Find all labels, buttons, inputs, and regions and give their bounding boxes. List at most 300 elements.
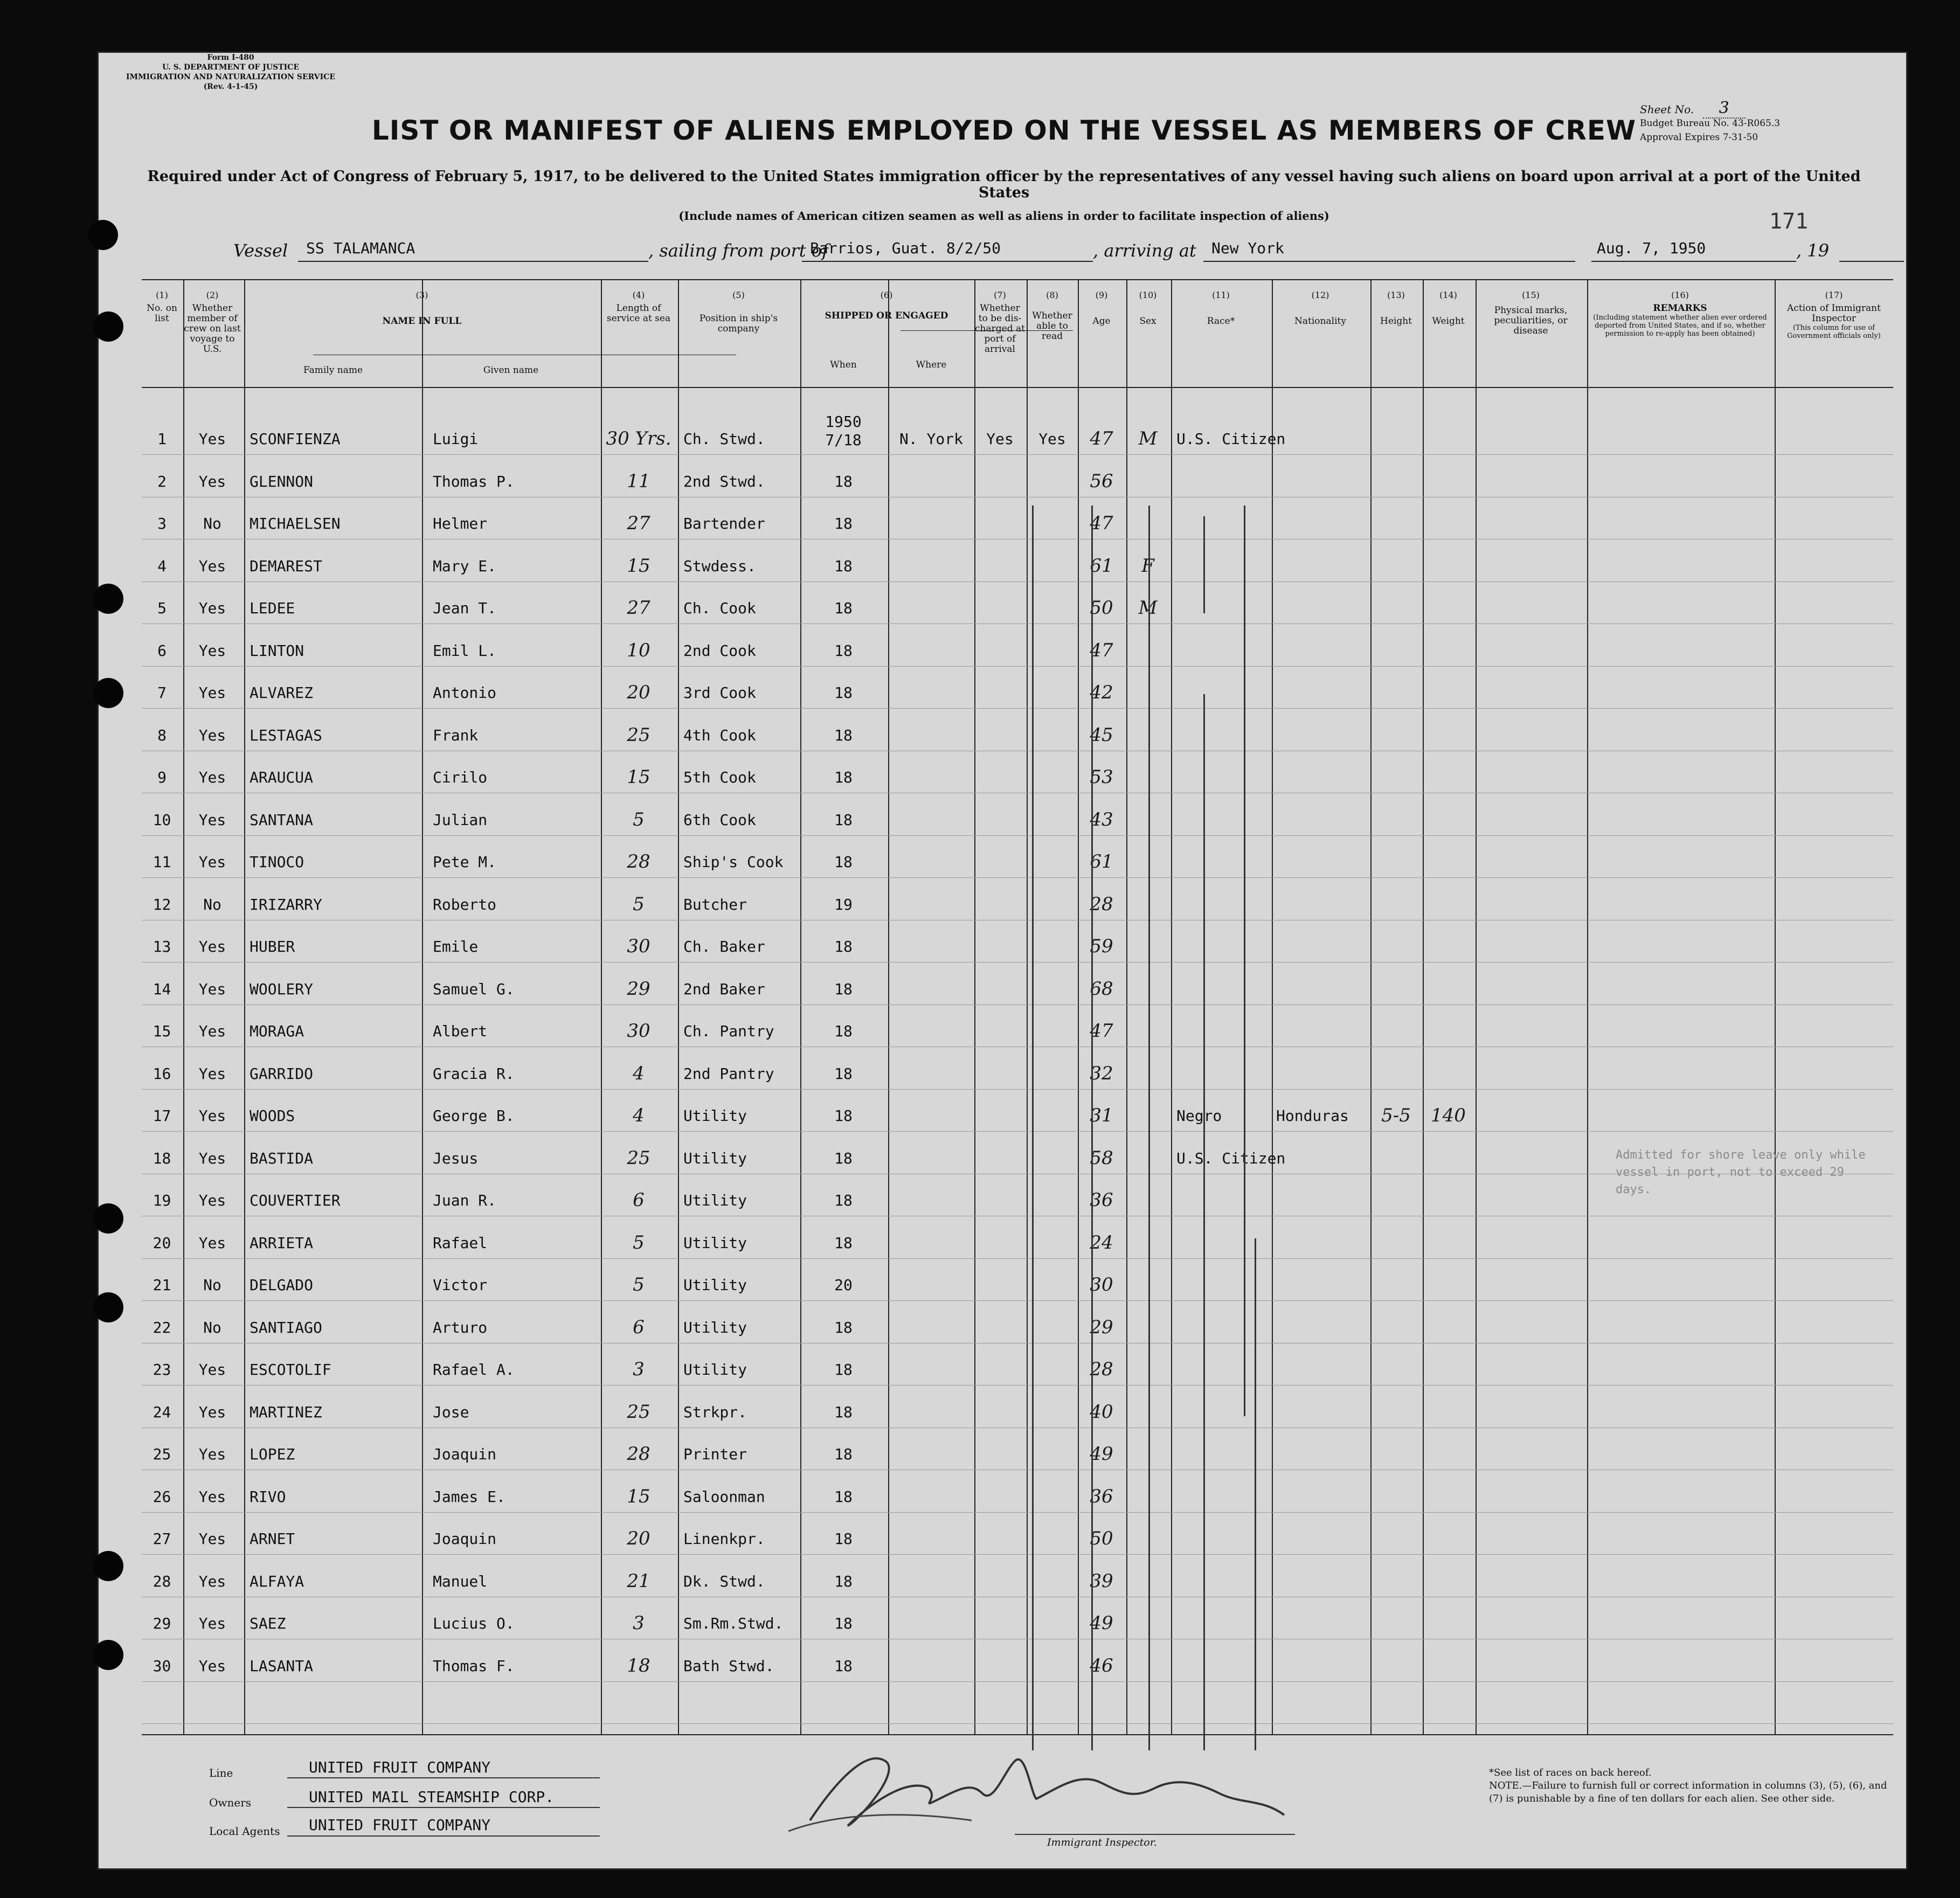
penalty-note: NOTE.—Failure to furnish full or correct information in columns (3), (5), (6), and (7) is punishable by a fine of ten dollars for each alien. See other side.	[1489, 1780, 1887, 1804]
row-service: 25	[627, 1147, 650, 1169]
row-when: 18	[834, 515, 853, 532]
row-service: 20	[627, 682, 650, 703]
row-position: 2nd Cook	[683, 642, 756, 660]
row-last-voyage: Yes	[198, 642, 226, 660]
sheet-number: 3	[1703, 99, 1746, 119]
row-when: 18	[834, 811, 853, 829]
row-when: 18	[834, 726, 853, 744]
row-service: 10	[627, 640, 650, 661]
row-family-name: SAEZ	[250, 1615, 286, 1632]
revision: (Rev. 4-1-45)	[203, 82, 258, 91]
row-given-name: Samuel G.	[433, 980, 515, 998]
row-service: 15	[627, 555, 650, 577]
row-service: 15	[627, 766, 650, 788]
row-position: Utility	[683, 1234, 747, 1252]
row-last-voyage: Yes	[198, 726, 226, 744]
row-age: 31	[1090, 1105, 1113, 1126]
row-position: Printer	[683, 1445, 747, 1463]
row-when: 18	[834, 1149, 853, 1167]
row-family-name: SANTANA	[250, 811, 314, 829]
row-position: 5th Cook	[683, 768, 756, 786]
row-given-name: Juan R.	[433, 1192, 497, 1209]
row-position: Utility	[683, 1107, 747, 1125]
remark-shore-leave: Admitted for shore leave only while vessel in port, not to exceed 29 days.	[1616, 1148, 1866, 1196]
row-when: 18	[834, 853, 853, 871]
row-number: 24	[153, 1403, 171, 1421]
header-length-service: (4) Length of service at sea	[606, 290, 671, 324]
row-family-name: LOPEZ	[250, 1445, 295, 1463]
row-family-name: LASANTA	[250, 1657, 314, 1675]
row-last-voyage: Yes	[198, 768, 226, 786]
row-given-name: Jean T.	[433, 599, 497, 617]
row-service: 28	[627, 1443, 650, 1465]
row-given-name: Mary E.	[433, 557, 497, 575]
row-when: 18	[834, 768, 853, 786]
row-service: 28	[627, 851, 650, 872]
row-nationality: Honduras	[1276, 1107, 1349, 1125]
row-given-name: Julian	[433, 811, 488, 829]
header-height: (13) Height	[1380, 290, 1412, 327]
row-age: 49	[1090, 1612, 1113, 1634]
row-service: 5	[633, 809, 645, 830]
approval-expires: Approval Expires 7-31-50	[1640, 132, 1758, 143]
row-given-name: Antonio	[433, 684, 497, 702]
row-position: Strkpr.	[683, 1403, 747, 1421]
row-when: 19	[834, 896, 853, 913]
row-last-voyage: No	[203, 1276, 221, 1294]
row-age: 39	[1090, 1570, 1113, 1592]
footer-notes	[1489, 1767, 1899, 1805]
row-race: Negro	[1176, 1107, 1222, 1125]
vessel-line	[142, 240, 1866, 267]
row-family-name: MICHAELSEN	[250, 515, 341, 532]
row-position: 2nd Stwd.	[683, 473, 765, 490]
row-family-name: LINTON	[250, 642, 304, 660]
ditto-line-discharged	[1091, 505, 1093, 1750]
row-position: 6th Cook	[683, 811, 756, 829]
row-when: 18	[834, 1657, 853, 1675]
row-when: 18	[834, 938, 853, 955]
header-remarks: (16) REMARKS (Including statement whether alien ever ordered deported from United States, and if so, whether permission to re-apply has been obtained)	[1593, 290, 1767, 338]
row-last-voyage: Yes	[198, 557, 226, 575]
row-age: 47	[1090, 1020, 1113, 1042]
row-number: 14	[153, 980, 171, 998]
stamp-number: 171	[1769, 209, 1809, 234]
row-when: 18	[834, 599, 853, 617]
row-service: 5	[633, 893, 645, 915]
row-number: 21	[153, 1276, 171, 1294]
header-name-in-full: (3) NAME IN FULL	[382, 290, 462, 327]
agents-value: UNITED FRUIT COMPANY	[309, 1816, 491, 1834]
row-service: 25	[627, 724, 650, 746]
row-given-name: Rafael A.	[433, 1361, 515, 1379]
row-family-name: MORAGA	[250, 1022, 304, 1040]
sheet-info	[1640, 101, 1888, 144]
row-given-name: Helmer	[433, 515, 488, 532]
row-last-voyage: Yes	[198, 1657, 226, 1675]
header-able-to-read: (8) Whether able to read	[1032, 290, 1072, 342]
row-number: 8	[157, 726, 167, 744]
ditto-line-where	[1032, 505, 1034, 1750]
row-given-name: Victor	[433, 1276, 488, 1294]
row-service: 3	[633, 1612, 645, 1634]
row-number: 12	[153, 896, 171, 913]
row-position: Dk. Stwd.	[683, 1573, 765, 1590]
row-last-voyage: Yes	[198, 1022, 226, 1040]
row-service: 5	[633, 1232, 645, 1253]
row-race: U.S. Citizen	[1176, 1149, 1286, 1167]
row-service: 11	[627, 470, 650, 492]
row-age: 59	[1090, 936, 1113, 957]
row-age: 32	[1090, 1063, 1113, 1084]
row-service: 25	[627, 1401, 650, 1423]
row-given-name: Jesus	[433, 1149, 479, 1167]
row-age: 30	[1090, 1274, 1113, 1296]
owners-label: Owners	[209, 1796, 252, 1809]
row-family-name: HUBER	[250, 938, 295, 955]
row-family-name: ARAUCUA	[250, 768, 314, 786]
arriving-label: , arriving at	[1093, 240, 1196, 261]
row-given-name: Frank	[433, 726, 479, 744]
row-last-voyage: Yes	[198, 473, 226, 490]
row-position: Ch. Baker	[683, 938, 765, 955]
row-when: 18	[834, 1445, 853, 1463]
row-when: 18	[834, 1615, 853, 1632]
row-service: 30	[627, 936, 650, 957]
subnote: (Include names of American citizen seamen as well as aliens in order to facilitate inspection of aliens)	[678, 209, 1329, 223]
row-given-name: Lucius O.	[433, 1615, 515, 1632]
row-last-voyage: Yes	[198, 980, 226, 998]
row-when: 18	[834, 1403, 853, 1421]
row-number: 17	[153, 1107, 171, 1125]
row-age: 58	[1090, 1147, 1113, 1169]
row-race: U.S. Citizen	[1176, 430, 1286, 448]
header-where: Where	[916, 359, 947, 370]
row-last-voyage: Yes	[198, 1573, 226, 1590]
header-last-voyage: (2) Whether member of crew on last voyage to U.S.	[184, 290, 241, 355]
row-service: 4	[633, 1105, 645, 1126]
row-number: 10	[153, 811, 171, 829]
row-given-name: Joaquin	[433, 1445, 497, 1463]
line-value: UNITED FRUIT COMPANY	[309, 1758, 491, 1776]
row-discharged: Yes	[986, 430, 1014, 448]
row-service: 6	[633, 1317, 645, 1338]
row-family-name: COUVERTIER	[250, 1192, 341, 1209]
binder-hole	[93, 1551, 123, 1581]
row-number: 1	[157, 430, 167, 448]
row-number: 23	[153, 1361, 171, 1379]
row-number: 5	[157, 599, 167, 617]
header-inspector-action: (17) Action of Immigrant Inspector (This column for use of Government officials only)	[1787, 290, 1881, 340]
binder-hole	[93, 1640, 123, 1670]
row-family-name: MARTINEZ	[250, 1403, 322, 1421]
row-family-name: SANTIAGO	[250, 1319, 322, 1336]
row-family-name: DELGADO	[250, 1276, 314, 1294]
row-number: 26	[153, 1488, 171, 1506]
row-position: Butcher	[683, 896, 747, 913]
row-last-voyage: Yes	[198, 1403, 226, 1421]
row-number: 28	[153, 1573, 171, 1590]
row-last-voyage: Yes	[198, 684, 226, 702]
row-when: 18	[834, 1361, 853, 1379]
row-position: Ch. Stwd.	[683, 430, 765, 448]
row-age: 43	[1090, 809, 1113, 830]
arrival-date: Aug. 7, 1950	[1597, 239, 1706, 257]
budget-bureau: Budget Bureau No. 43-R065.3	[1640, 118, 1781, 129]
row-when-year: 1950	[825, 413, 862, 431]
ditto-line-sex-2	[1203, 694, 1205, 1750]
row-given-name: Rafael	[433, 1234, 488, 1252]
row-given-name: Emile	[433, 938, 479, 955]
row-when: 18	[834, 642, 853, 660]
row-last-voyage: Yes	[198, 1234, 226, 1252]
row-number: 22	[153, 1319, 171, 1336]
row-last-voyage: Yes	[198, 1615, 226, 1632]
row-when: 18	[834, 1192, 853, 1209]
row-position: Bartender	[683, 515, 765, 532]
row-sex: M	[1138, 428, 1158, 449]
row-family-name: LEDEE	[250, 599, 295, 617]
header-nationality: (12) Nationality	[1294, 290, 1346, 327]
row-number: 29	[153, 1615, 171, 1632]
row-number: 15	[153, 1022, 171, 1040]
row-position: Stwdess.	[683, 557, 756, 575]
row-last-voyage: Yes	[198, 1149, 226, 1167]
row-when: 18	[834, 473, 853, 490]
row-height: 5-5	[1381, 1105, 1411, 1126]
row-position: Linenkpr.	[683, 1530, 765, 1548]
row-family-name: ALFAYA	[250, 1573, 304, 1590]
binder-hole	[93, 1203, 123, 1234]
row-age: 47	[1090, 428, 1113, 449]
row-number: 6	[157, 642, 167, 660]
crew-table	[142, 279, 1893, 1740]
row-position: Saloonman	[683, 1488, 765, 1506]
header-when: When	[830, 359, 857, 370]
row-last-voyage: Yes	[198, 1361, 226, 1379]
row-number: 13	[153, 938, 171, 955]
row-number: 30	[153, 1657, 171, 1675]
row-when: 18	[834, 1065, 853, 1083]
year-label: , 19	[1796, 240, 1830, 261]
row-age: 61	[1090, 851, 1113, 872]
row-age: 40	[1090, 1401, 1113, 1423]
row-family-name: GARRIDO	[250, 1065, 314, 1083]
sheet-label: Sheet No.	[1640, 103, 1694, 116]
row-family-name: ARRIETA	[250, 1234, 314, 1252]
row-given-name: Cirilo	[433, 768, 488, 786]
row-sex: M	[1138, 597, 1158, 619]
row-family-name: SCONFIENZA	[250, 430, 341, 448]
row-age: 49	[1090, 1443, 1113, 1465]
row-service: 30	[627, 1020, 650, 1042]
row-number: 25	[153, 1445, 171, 1463]
row-when: 18	[834, 684, 853, 702]
row-last-voyage: Yes	[198, 853, 226, 871]
row-position: Ship's Cook	[683, 853, 784, 871]
row-number: 16	[153, 1065, 171, 1083]
owners-value: UNITED MAIL STEAMSHIP CORP.	[309, 1788, 555, 1806]
sailing-label: , sailing from port of	[648, 240, 828, 261]
row-age: 36	[1090, 1486, 1113, 1507]
row-when: 18	[834, 1530, 853, 1548]
row-number: 18	[153, 1149, 171, 1167]
header-family-name: Family name	[303, 365, 363, 376]
row-number: 19	[153, 1192, 171, 1209]
page-title: LIST OR MANIFEST OF ALIENS EMPLOYED ON THE VESSEL AS MEMBERS OF CREW	[371, 115, 1637, 146]
binder-hole	[93, 311, 123, 342]
row-weight: 140	[1431, 1105, 1466, 1126]
header-no: (1) No. on list	[147, 290, 177, 324]
row-given-name: Jose	[433, 1403, 469, 1421]
row-service: 3	[633, 1359, 645, 1380]
header-given-name: Given name	[483, 365, 539, 376]
row-when: 18	[834, 1319, 853, 1336]
row-position: Utility	[683, 1361, 747, 1379]
row-age: 68	[1090, 978, 1113, 1000]
row-service: 6	[633, 1189, 645, 1211]
row-given-name: Joaquin	[433, 1530, 497, 1548]
row-position: 4th Cook	[683, 726, 756, 744]
row-family-name: DEMAREST	[250, 557, 322, 575]
row-service: 18	[627, 1655, 650, 1677]
row-given-name: Albert	[433, 1022, 488, 1040]
row-given-name: Manuel	[433, 1573, 488, 1590]
binder-hole	[93, 1292, 123, 1322]
row-given-name: Roberto	[433, 896, 497, 913]
row-family-name: ALVAREZ	[250, 684, 314, 702]
ditto-line-sex-1	[1203, 516, 1205, 613]
row-position: 2nd Baker	[683, 980, 765, 998]
row-when: 18	[834, 1022, 853, 1040]
row-number: 3	[157, 515, 167, 532]
row-able-to-read: Yes	[1038, 430, 1066, 448]
row-number: 4	[157, 557, 167, 575]
row-service: 27	[627, 597, 650, 619]
row-service: 29	[627, 978, 650, 1000]
row-position: Sm.Rm.Stwd.	[683, 1615, 784, 1632]
row-age: 42	[1090, 682, 1113, 703]
row-service: 21	[627, 1570, 650, 1592]
row-age: 47	[1090, 512, 1113, 534]
row-number: 2	[157, 473, 167, 490]
agents-label: Local Agents	[209, 1825, 280, 1838]
row-family-name: ARNET	[250, 1530, 295, 1548]
row-last-voyage: Yes	[198, 599, 226, 617]
row-last-voyage: Yes	[198, 430, 226, 448]
row-given-name: Arturo	[433, 1319, 488, 1336]
row-age: 53	[1090, 766, 1113, 788]
row-given-name: Gracia R.	[433, 1065, 515, 1083]
row-family-name: WOOLERY	[250, 980, 314, 998]
row-given-name: James E.	[433, 1488, 505, 1506]
service: IMMIGRATION AND NATURALIZATION SERVICE	[126, 73, 335, 81]
row-last-voyage: No	[203, 896, 221, 913]
ditto-line-race-2	[1255, 1238, 1256, 1750]
header-discharged: (7) Whether to be dis-charged at port of arrival	[975, 290, 1025, 355]
row-age: 61	[1090, 555, 1113, 577]
ditto-line-race-1	[1244, 505, 1245, 1416]
sailing-port: Barrios, Guat. 8/2/50	[810, 239, 1001, 257]
row-last-voyage: Yes	[198, 1065, 226, 1083]
row-last-voyage: No	[203, 515, 221, 532]
row-when: 18	[834, 557, 853, 575]
row-number: 11	[153, 853, 171, 871]
row-when: 7/18	[825, 431, 862, 449]
row-family-name: TINOCO	[250, 853, 304, 871]
row-last-voyage: Yes	[198, 1107, 226, 1125]
row-age: 28	[1090, 893, 1113, 915]
line-label: Line	[209, 1767, 233, 1779]
row-given-name: Emil L.	[433, 642, 497, 660]
row-when: 18	[834, 1107, 853, 1125]
ditto-line-read	[1148, 505, 1150, 1750]
subtitle: Required under Act of Congress of February 5, 1917, to be delivered to the United States immigration officer by the representatives of any vessel having such aliens on board upon arrival at a port of the United States	[147, 168, 1861, 201]
binder-hole	[88, 220, 118, 250]
row-service: 20	[627, 1528, 650, 1549]
row-when: 18	[834, 1234, 853, 1252]
binder-hole	[93, 584, 123, 614]
row-service: 30 Yrs.	[606, 428, 671, 449]
header-age: (9) Age	[1092, 290, 1111, 327]
row-when: 18	[834, 980, 853, 998]
row-last-voyage: Yes	[198, 938, 226, 955]
row-age: 50	[1090, 1528, 1113, 1549]
row-number: 20	[153, 1234, 171, 1252]
row-position: Utility	[683, 1319, 747, 1336]
row-number: 7	[157, 684, 167, 702]
row-position: Utility	[683, 1276, 747, 1294]
header-race: (11) Race*	[1207, 290, 1235, 327]
row-when: 20	[834, 1276, 853, 1294]
row-family-name: WOODS	[250, 1107, 295, 1125]
form-identifier	[99, 53, 363, 92]
row-when: 18	[834, 1488, 853, 1506]
row-given-name: Pete M.	[433, 853, 497, 871]
row-position: 3rd Cook	[683, 684, 756, 702]
row-position: 2nd Pantry	[683, 1065, 774, 1083]
form-number: Form I-480	[207, 53, 254, 62]
row-family-name: BASTIDA	[250, 1149, 314, 1167]
row-age: 56	[1090, 470, 1113, 492]
row-position: Utility	[683, 1149, 747, 1167]
row-number: 27	[153, 1530, 171, 1548]
vessel-name: SS TALAMANCA	[306, 239, 415, 257]
header-sex: (10) Sex	[1139, 290, 1157, 327]
row-sex: F	[1141, 555, 1154, 577]
row-given-name: Luigi	[433, 430, 479, 448]
row-family-name: IRIZARRY	[250, 896, 322, 913]
row-age: 29	[1090, 1317, 1113, 1338]
row-age: 36	[1090, 1189, 1113, 1211]
row-last-voyage: Yes	[198, 811, 226, 829]
row-age: 50	[1090, 597, 1113, 619]
manifest-sheet	[97, 51, 1908, 1870]
footer	[142, 1750, 1893, 1853]
row-position: Ch. Cook	[683, 599, 756, 617]
row-position: Utility	[683, 1192, 747, 1209]
row-given-name: Thomas F.	[433, 1657, 515, 1675]
department: U. S. DEPARTMENT OF JUSTICE	[162, 63, 299, 72]
row-last-voyage: Yes	[198, 1488, 226, 1506]
row-age: 28	[1090, 1359, 1113, 1380]
row-age: 47	[1090, 640, 1113, 661]
row-given-name: George B.	[433, 1107, 515, 1125]
row-age: 45	[1090, 724, 1113, 746]
header-weight: (14) Weight	[1432, 290, 1465, 327]
row-when: 18	[834, 1573, 853, 1590]
row-service: 5	[633, 1274, 645, 1296]
